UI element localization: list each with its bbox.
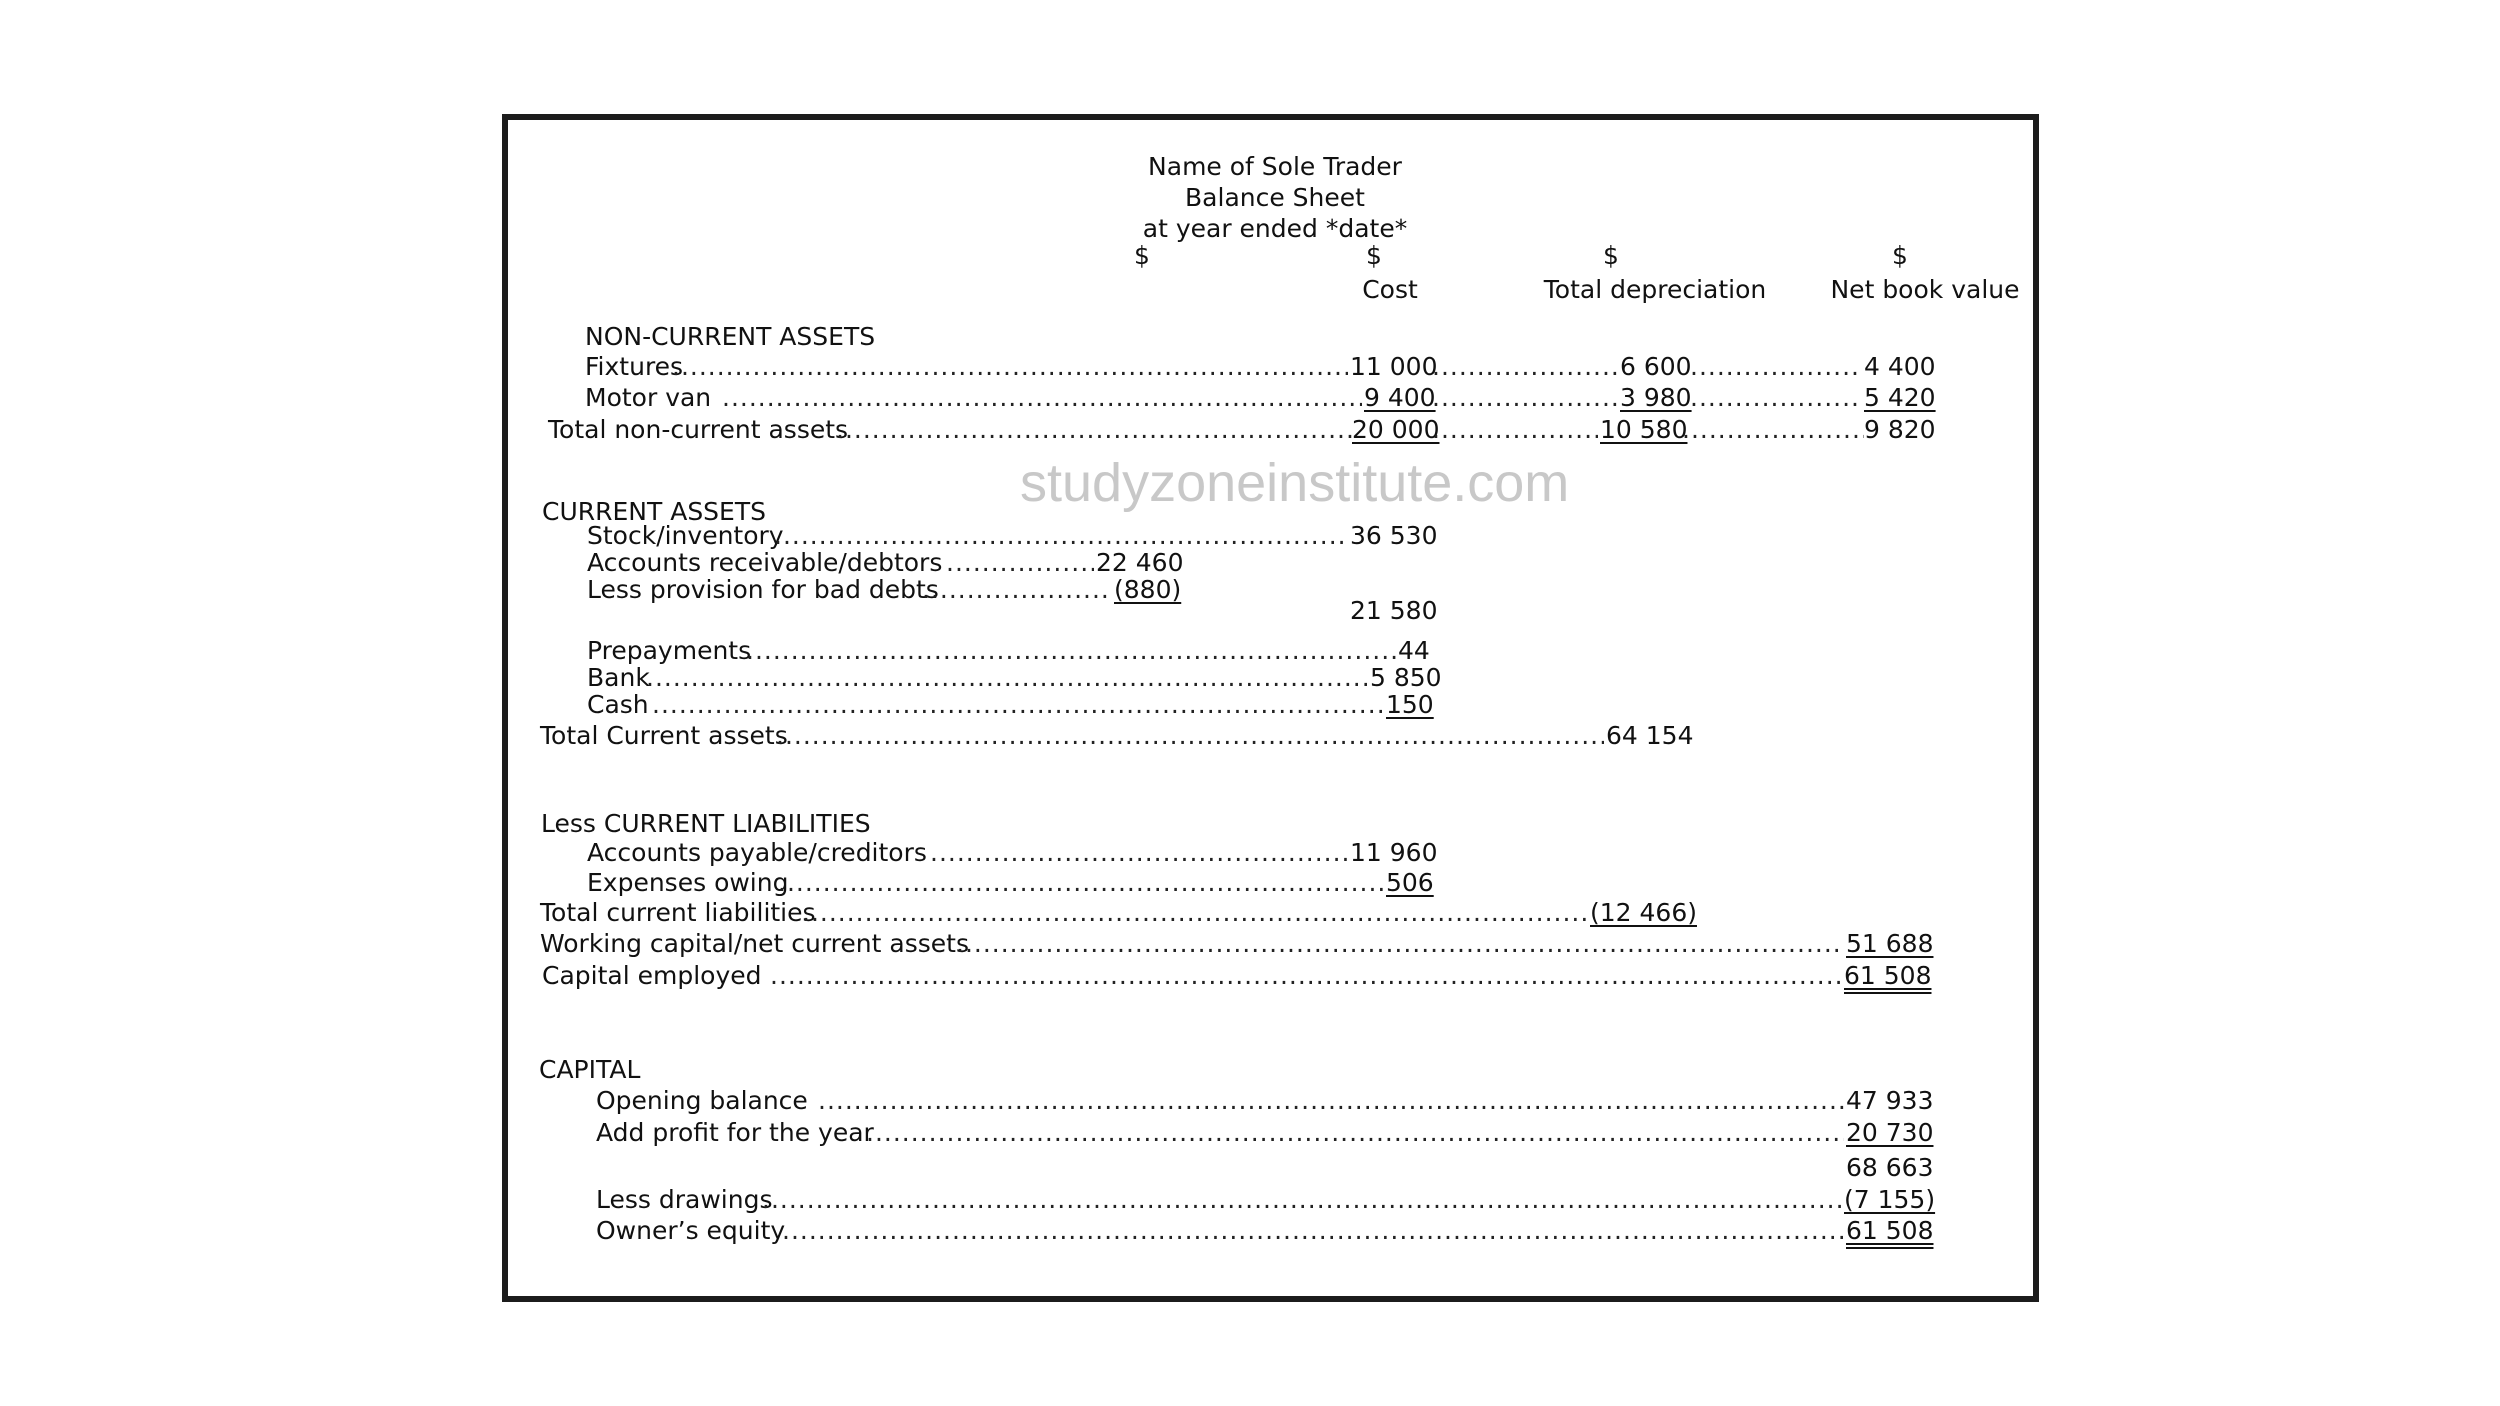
- total-nca-nbv: 9 820: [1864, 415, 1936, 444]
- total-nca-leader-2: [1432, 415, 1598, 445]
- motor-van-depreciation: 3 980: [1620, 383, 1692, 412]
- payable-value: 11 960: [1350, 838, 1438, 867]
- provision-leader: [922, 575, 1112, 605]
- current-liabilities-heading: Less CURRENT LIABILITIES: [541, 809, 871, 838]
- prepayments-value: 44: [1398, 636, 1430, 665]
- prepayments-leader: [746, 636, 1396, 666]
- date-line: at year ended *date*: [1142, 214, 1408, 243]
- profit-value: 20 730: [1846, 1118, 1934, 1147]
- sheet-title: Balance Sheet: [1185, 183, 1365, 212]
- provision-label: Less provision for bad debts: [587, 575, 939, 604]
- fixtures-leader-3: [1690, 352, 1862, 382]
- total-current-assets-leader: [776, 721, 1604, 751]
- profit-leader: [866, 1118, 1844, 1148]
- motor-van-nbv: 5 420: [1864, 383, 1936, 412]
- total-nca-cost: 20 000: [1352, 415, 1440, 444]
- motor-van-leader: [722, 383, 1362, 413]
- currency-symbol-4: $: [1892, 241, 1908, 270]
- fixtures-label: Fixtures: [585, 352, 684, 381]
- current-assets-heading: CURRENT ASSETS: [542, 497, 766, 526]
- trader-name: Name of Sole Trader: [1148, 152, 1402, 181]
- owners-equity-value: 61 508: [1846, 1216, 1934, 1245]
- drawings-leader: [762, 1185, 1842, 1215]
- working-capital-label: Working capital/net current assets: [540, 929, 969, 958]
- capital-subtotal: 68 663: [1846, 1153, 1934, 1182]
- net-receivable-value: 21 580: [1350, 596, 1438, 625]
- provision-value: (880): [1114, 575, 1182, 604]
- owners-equity-leader: [782, 1216, 1844, 1246]
- stock-label: Stock/inventory: [587, 521, 784, 550]
- total-current-assets-value: 64 154: [1606, 721, 1694, 750]
- motor-van-leader-3: [1690, 383, 1862, 413]
- motor-van-cost: 9 400: [1364, 383, 1436, 412]
- column-net-book-value: Net book value: [1830, 275, 2020, 304]
- receivable-label: Accounts receivable/debtors: [587, 548, 943, 577]
- owners-equity-label: Owner’s equity: [596, 1216, 786, 1245]
- fixtures-nbv: 4 400: [1864, 352, 1936, 381]
- stock-leader: [774, 521, 1348, 551]
- total-nca-leader: [836, 415, 1352, 445]
- non-current-assets-heading: NON-CURRENT ASSETS: [585, 322, 876, 351]
- working-capital-leader: [956, 929, 1844, 959]
- total-current-liabilities-label: Total current liabilities: [540, 898, 816, 927]
- bank-value: 5 850: [1370, 663, 1442, 692]
- total-current-liabilities-value: (12 466): [1590, 898, 1697, 927]
- expenses-label: Expenses owing: [587, 868, 789, 897]
- bank-label: Bank: [587, 663, 650, 692]
- fixtures-leader: [672, 352, 1348, 382]
- opening-balance-leader: [818, 1086, 1844, 1116]
- cash-label: Cash: [587, 690, 649, 719]
- cash-leader: [652, 690, 1384, 720]
- expenses-leader: [778, 868, 1384, 898]
- drawings-value: (7 155): [1844, 1185, 1936, 1214]
- fixtures-cost: 11 000: [1350, 352, 1438, 381]
- currency-symbol-3: $: [1603, 241, 1619, 270]
- opening-balance-value: 47 933: [1846, 1086, 1934, 1115]
- expenses-value: 506: [1386, 868, 1434, 897]
- currency-symbol-2: $: [1366, 241, 1382, 270]
- column-total-depreciation: Total depreciation: [1543, 275, 1767, 304]
- total-nca-depreciation: 10 580: [1600, 415, 1688, 444]
- cash-value: 150: [1386, 690, 1434, 719]
- motor-van-label: Motor van: [585, 383, 712, 412]
- total-current-liabilities-leader: [802, 898, 1588, 928]
- prepayments-label: Prepayments: [587, 636, 752, 665]
- receivable-value: 22 460: [1096, 548, 1184, 577]
- column-cost: Cost: [1362, 275, 1418, 304]
- profit-label: Add profit for the year: [596, 1118, 874, 1147]
- total-current-assets-label: Total Current assets: [540, 721, 788, 750]
- payable-leader: [930, 838, 1348, 868]
- capital-employed-value: 61 508: [1844, 961, 1932, 990]
- drawings-label: Less drawings: [596, 1185, 773, 1214]
- bank-leader: [646, 663, 1368, 693]
- payable-label: Accounts payable/creditors: [587, 838, 927, 867]
- fixtures-leader-2: [1432, 352, 1618, 382]
- watermark: studyzoneinstitute.com: [1020, 453, 1570, 513]
- receivable-leader: [946, 548, 1094, 578]
- capital-employed-leader: [770, 961, 1842, 991]
- capital-heading: CAPITAL: [539, 1055, 641, 1084]
- total-non-current-assets-label: Total non-current assets: [548, 415, 849, 444]
- opening-balance-label: Opening balance: [596, 1086, 808, 1115]
- motor-van-leader-2: [1432, 383, 1618, 413]
- currency-symbol-1: $: [1134, 241, 1150, 270]
- fixtures-depreciation: 6 600: [1620, 352, 1692, 381]
- working-capital-value: 51 688: [1846, 929, 1934, 958]
- total-nca-leader-3: [1682, 415, 1864, 445]
- stock-value: 36 530: [1350, 521, 1438, 550]
- capital-employed-label: Capital employed: [542, 961, 762, 990]
